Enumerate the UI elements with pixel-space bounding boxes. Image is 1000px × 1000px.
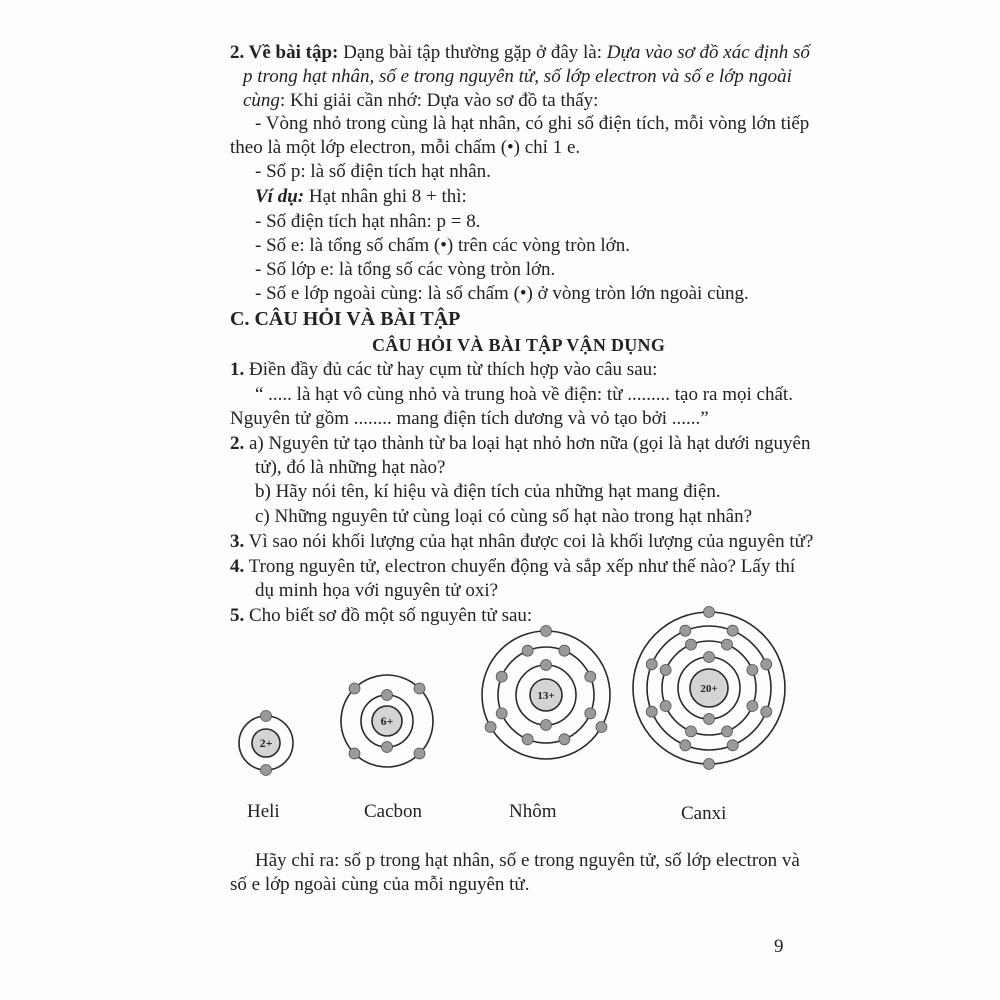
electron-dot [541,626,552,637]
part2-bullet-2: - Số p: là số điện tích hạt nhân. [255,161,491,182]
electron-dot [496,671,507,682]
electron-dot [585,708,596,719]
q2-a-text: a) Nguyên tử tạo thành từ ba loại hạt nhỏ hơn nữa (gọi là hạt dưới nguyên [244,433,811,454]
part2-bullet-6: - Số e lớp ngoài cùng: là số chấm (•) ở vòng tròn lớn ngoài cùng. [255,283,749,304]
q5-ask-line-2: số e lớp ngoài cùng của mỗi nguyên tử. [230,874,530,895]
electron-dot [747,701,758,712]
q4-number: 4. [230,556,245,577]
q2-c: c) Những nguyên tử cùng loại có cùng số hạt nào trong hạt nhân? [255,506,753,527]
q2-number: 2. [230,433,245,454]
electron-dot [646,659,657,670]
electron-dot [722,639,733,650]
electron-dot [704,607,715,618]
nucleus-charge: 13+ [537,690,555,702]
part2-bullet-1b: theo là một lớp electron, mỗi chấm (•) chỉ 1 e. [230,137,581,158]
atom-canxi [633,607,785,770]
part2-bullet-4: - Số e: là tổng số chấm (•) trên các vòng tròn lớn. [255,235,630,256]
section-c-subheading: CÂU HỎI VÀ BÀI TẬP VẬN DỤNG [372,335,666,355]
atom-nhom [482,626,610,760]
electron-dot [559,734,570,745]
part2-intro-italic: Dựa vào sơ đồ xác định số [606,42,810,63]
q1-line-2: “ ..... là hạt vô cùng nhỏ và trung hoà về điện: từ ......... tạo ra mọi chất. [255,384,793,405]
electron-dot [382,690,393,701]
q2-b: b) Hãy nói tên, kí hiệu và điện tích của những hạt mang điện. [255,481,721,502]
electron-dot [727,625,738,636]
electron-dot [704,714,715,725]
electron-dot [522,734,533,745]
electron-dot [261,711,272,722]
electron-dot [704,759,715,770]
part2-bullet-1a: - Vòng nhỏ trong cùng là hạt nhân, có ghi số điện tích, mỗi vòng lớn tiếp [255,113,810,134]
part2-heading: 2. Về bài tập: [230,42,339,63]
electron-dot [541,660,552,671]
part2-intro: Dạng bài tập thường gặp ở đây là: [343,42,602,63]
electron-dot [660,701,671,712]
example-text: Hạt nhân ghi 8 + thì: [304,186,467,207]
atom-cacbon [341,675,433,767]
q5-ask-line-1: Hãy chỉ ra: số p trong hạt nhân, số e trong nguyên tử, số lớp electron và [255,850,800,871]
electron-dot [747,665,758,676]
part2-line-2: p trong hạt nhân, số e trong nguyên tử, số lớp electron và số e lớp ngoài [243,66,792,87]
atom-label-canxi: Canxi [681,803,727,824]
q2-line-2: tử), đó là những hạt nào? [255,457,446,478]
q4-line-2: dụ minh họa với nguyên tử oxi? [255,580,499,601]
atom-label-heli: Heli [247,801,280,822]
part2-note: : Khi giải cần nhớ: Dựa vào sơ đồ ta thấy: [279,90,599,111]
nucleus-charge: 6+ [380,714,394,728]
part2-bullet-5: - Số lớp e: là tổng số các vòng tròn lớn. [255,259,556,280]
q1-number: 1. [230,359,245,380]
q5-text: Cho biết sơ đồ một số nguyên tử sau: [244,605,533,626]
page-number: 9 [774,936,784,957]
electron-dot [485,722,496,733]
q3-text: Vì sao nói khối lượng của hạt nhân được coi là khối lượng của nguyên tử? [244,531,814,552]
q3-number: 3. [230,531,245,552]
section-c-heading: C. CÂU HỎI VÀ BÀI TẬP [230,308,461,330]
electron-dot [704,652,715,663]
example-label: Ví dụ: [255,186,305,207]
electron-dot [686,639,697,650]
electron-dot [596,722,607,733]
electron-dot [414,683,425,694]
atom-label-cacbon: Cacbon [364,801,423,822]
electron-dot [660,665,671,676]
q4-text: Trong nguyên tử, electron chuyển động và sắp xếp như thế nào? Lấy thí [244,556,796,577]
part2-cung: cùng [243,90,280,111]
electron-dot [522,645,533,656]
electron-dot [727,740,738,751]
electron-dot [541,720,552,731]
electron-dot [646,706,657,717]
atom-heli [239,711,293,776]
electron-dot [686,726,697,737]
part2-bullet-3: - Số điện tích hạt nhân: p = 8. [255,211,481,232]
electron-dot [261,765,272,776]
electron-dot [761,659,772,670]
q1-line-3: Nguyên tử gồm ........ mang điện tích dương và vỏ tạo bởi ......” [230,408,709,429]
q5-number: 5. [230,605,245,626]
electron-dot [559,645,570,656]
nucleus-charge: 2+ [259,736,273,750]
electron-dot [680,625,691,636]
nucleus-charge: 20+ [700,683,718,695]
electron-dot [349,683,360,694]
atom-label-nhom: Nhôm [509,801,557,822]
electron-dot [722,726,733,737]
electron-dot [382,742,393,753]
electron-dot [414,748,425,759]
electron-dot [349,748,360,759]
q1-text: Điền đầy đủ các từ hay cụm từ thích hợp vào câu sau: [244,359,658,380]
electron-dot [496,708,507,719]
electron-dot [680,740,691,751]
electron-dot [761,706,772,717]
electron-dot [585,671,596,682]
